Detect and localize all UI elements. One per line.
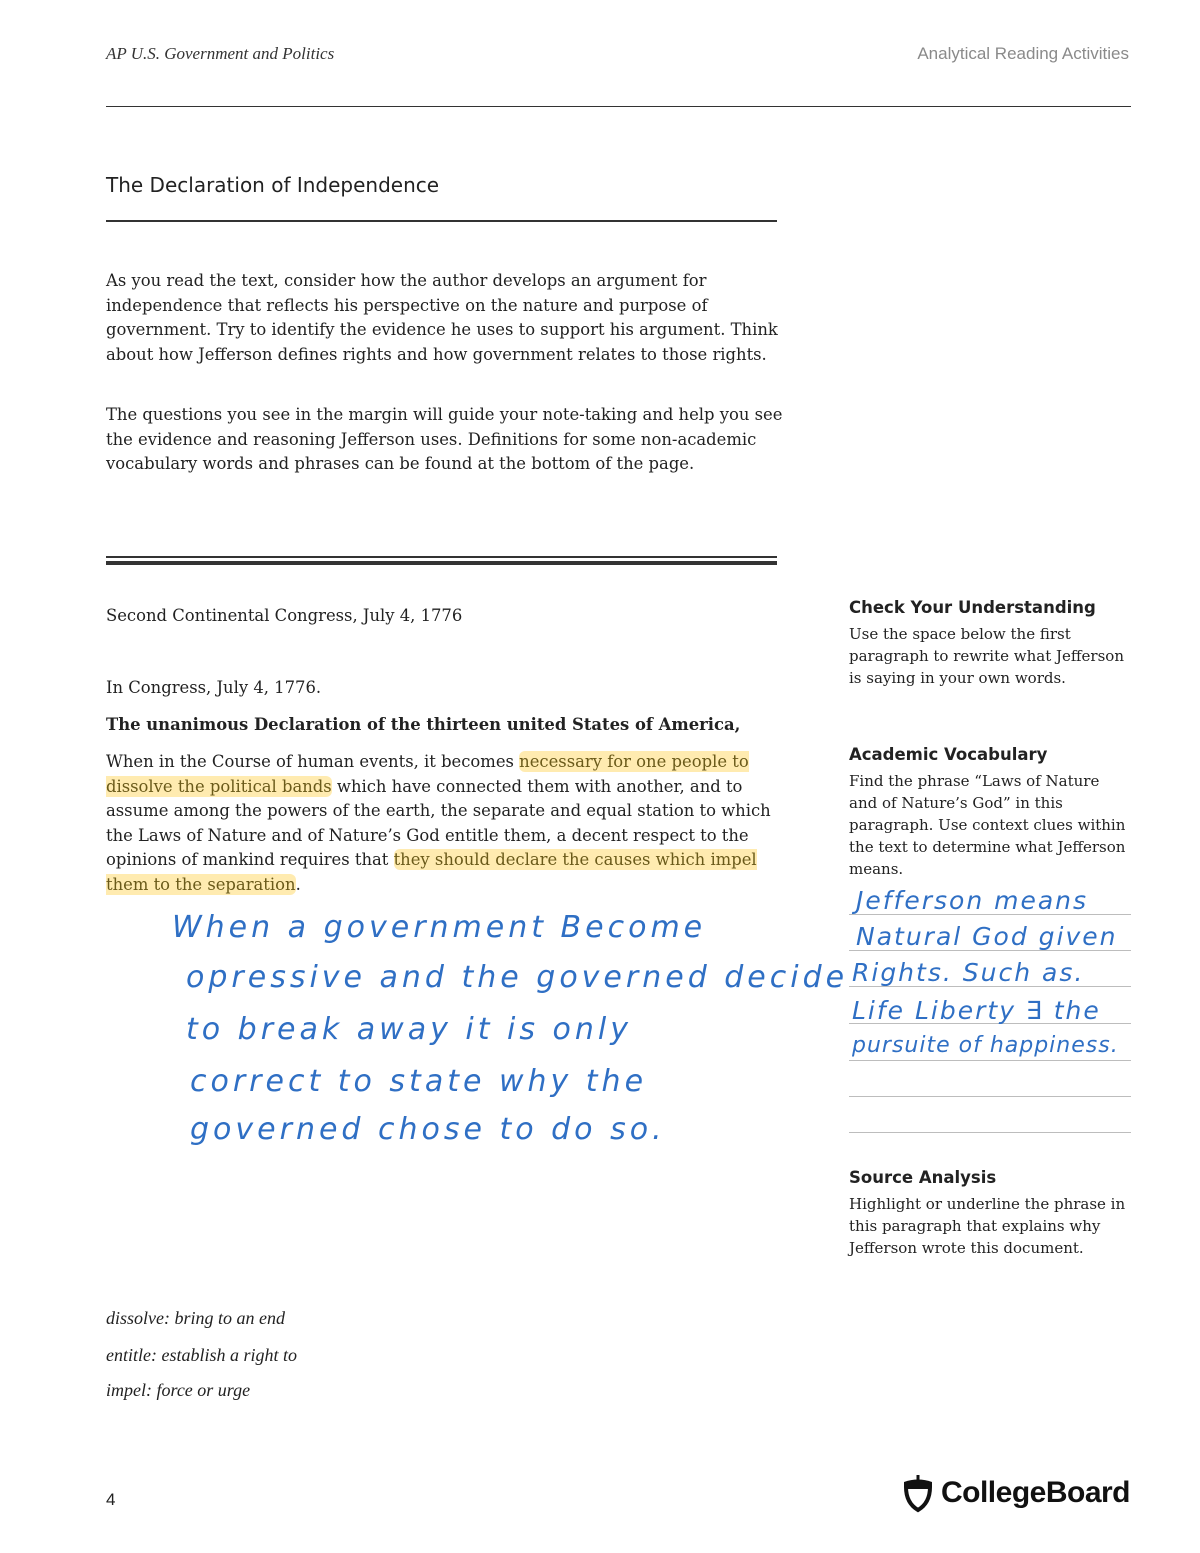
handwritten-vocab-line-3: Rights. Such as. (852, 958, 1085, 987)
header-course-title: AP U.S. Government and Politics (106, 44, 335, 63)
handwritten-answer-line-2: opressive and the governed decide (186, 960, 849, 995)
source-date-line: In Congress, July 4, 1776. (106, 678, 322, 697)
vocab-definition-impel: impel: force or urge (106, 1380, 251, 1400)
section-divider-bottom (106, 561, 777, 565)
header-section-title: Analytical Reading Activities (917, 44, 1129, 63)
check-understanding-box (849, 598, 1131, 689)
source-analysis-text: Highlight or underline the phrase in this paragraph that explains why Jefferson wrote this document. (849, 1195, 1126, 1257)
writing-line (849, 1132, 1131, 1133)
handwritten-answer-line-4: correct to state why the (190, 1064, 648, 1099)
intro-paragraph-2: The questions you see in the margin will guide your note-taking and help you see the evidence and reasoning Jefferson uses. Definitions for some non-academic vocabulary words and phrases can be found at the bottom of the page. (106, 405, 783, 473)
check-understanding-text: Use the space below the first paragraph to rewrite what Jefferson is saying in your own words. (849, 625, 1124, 687)
acorn-icon (901, 1473, 935, 1513)
header-divider (106, 106, 1131, 107)
page-title: The Declaration of Independence (106, 173, 440, 197)
collegeboard-logo (901, 1473, 1130, 1513)
declaration-paragraph (106, 750, 786, 897)
handwritten-answer-line-3: to break away it is only (186, 1012, 632, 1047)
handwritten-vocab-line-5: pursuite of happiness. (852, 1033, 1119, 1058)
highlight-dissolve-bands[interactable]: necessary for one people to dissolve the political bands (106, 752, 749, 796)
section-divider-top (106, 556, 777, 558)
source-analysis-heading: Source Analysis (849, 1168, 997, 1187)
academic-vocabulary-box (849, 745, 1131, 880)
check-understanding-heading: Check Your Understanding (849, 598, 1096, 617)
academic-vocabulary-text: Find the phrase “Laws of Nature and of Nature’s God” in this paragraph. Use context clues within the text to determine what Jefferson means. (849, 772, 1126, 878)
paragraph-text-end: . (295, 874, 301, 894)
intro-paragraph-1: As you read the text, consider how the author develops an argument for independence that reflects his perspective on the nature and purpose of government. Try to identify the evidence he uses to support his argument. Think about how Jefferson defines rights and how government relates to those rights. (106, 271, 778, 364)
title-divider (106, 220, 777, 222)
source-heading: Second Continental Congress, July 4, 1776 (106, 606, 463, 625)
vocab-definition-dissolve: dissolve: bring to an end (106, 1308, 285, 1328)
handwritten-answer-line-5: governed chose to do so. (190, 1112, 666, 1147)
brand-name: CollegeBoard (940, 1476, 1130, 1509)
vocab-definition-entitle: entitle: establish a right to (106, 1345, 297, 1365)
writing-line (849, 1060, 1131, 1061)
handwritten-vocab-line-2: Natural God given (856, 922, 1118, 951)
handwritten-answer-line-1: When a government Become (172, 910, 707, 945)
academic-vocabulary-heading: Academic Vocabulary (849, 745, 1048, 764)
source-subtitle: The unanimous Declaration of the thirteen united States of America, (106, 715, 741, 734)
paragraph-text-middle: which have connected them with another, and to assume among the powers of the earth, the separate and equal station to which the Laws of Nature and of Nature’s God entitle them, a decent respect to the opinions of mankind requires that (106, 776, 771, 869)
handwritten-vocab-line-4: Life Liberty ∃ the (852, 996, 1101, 1025)
highlight-declare-causes[interactable]: they should declare the causes which impel them to the separation (106, 850, 757, 894)
handwritten-vocab-line-1: Jefferson means (856, 886, 1089, 915)
source-analysis-box (849, 1168, 1131, 1259)
writing-line (849, 1096, 1131, 1097)
page-number: 4 (106, 1490, 116, 1509)
paragraph-text-start: When in the Course of human events, it becomes (106, 752, 520, 771)
